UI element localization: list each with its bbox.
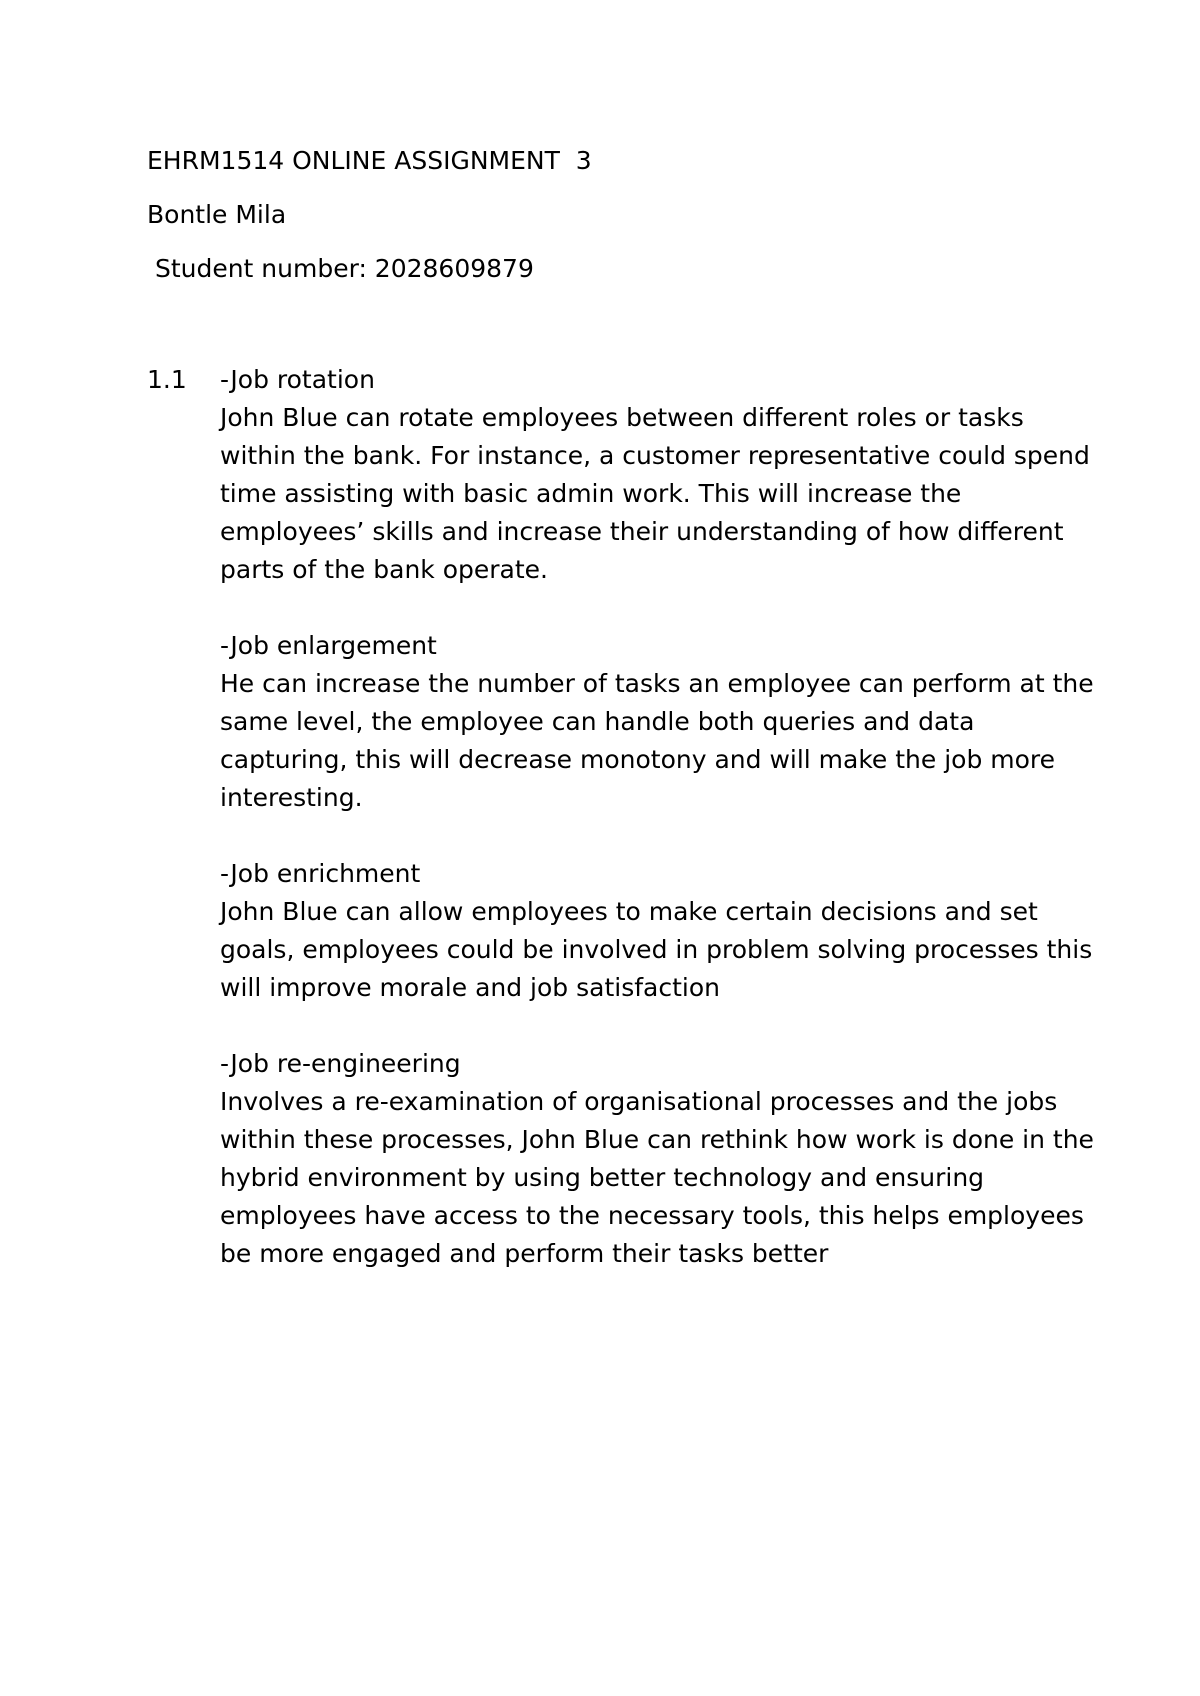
section-text: He can increase the number of tasks an employee can perform at the same level, the employee can handle both queries and data capturing, this will decrease monotony and will make the job more interesting. [220, 669, 1094, 812]
student-number: Student number: 2028609879 [147, 254, 534, 283]
section-heading: -Job enlargement [220, 631, 437, 660]
section-heading: -Job enrichment [220, 859, 421, 888]
question-number: 1.1 [147, 365, 187, 394]
section-job-enlargement [220, 627, 1100, 817]
assignment-title: EHRM1514 ONLINE ASSIGNMENT 3 [147, 146, 592, 175]
section-job-rotation [220, 361, 1100, 589]
section-text: John Blue can rotate employees between different roles or tasks within the bank. For instance, a customer representative could spend time assisting with basic admin work. This will increase the employees’ skills and increase their understanding of how different parts of the bank operate. [220, 403, 1090, 584]
student-name: Bontle Mila [147, 200, 287, 229]
section-heading: -Job rotation [220, 365, 375, 394]
section-heading: -Job re-engineering [220, 1049, 461, 1078]
section-job-enrichment [220, 855, 1100, 1007]
section-job-re-engineering [220, 1045, 1100, 1273]
section-text: Involves a re-examination of organisational processes and the jobs within these processes, John Blue can rethink how work is done in the hybrid environment by using better technology and ensuring employees have access to the necessary tools, this helps employees be more engaged and perform their tasks better [220, 1087, 1094, 1268]
question-body [220, 361, 1100, 1311]
section-text: John Blue can allow employees to make certain decisions and set goals, employees could be involved in problem solving processes this will improve morale and job satisfaction [220, 897, 1093, 1002]
